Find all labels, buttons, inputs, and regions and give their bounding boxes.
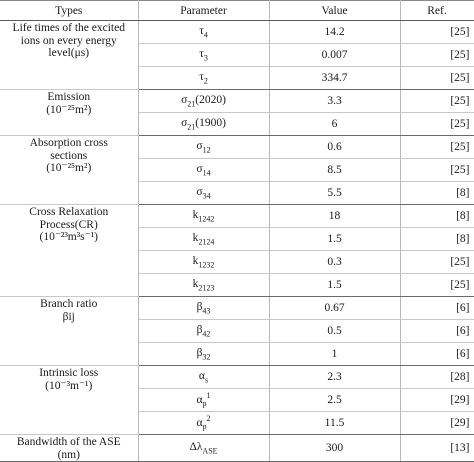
value-cell: 3.3 xyxy=(269,90,400,113)
type-label-line: Cross Relaxation xyxy=(29,206,109,218)
parameter-symbol: τ xyxy=(199,47,204,60)
value-cell: 8.5 xyxy=(269,159,400,182)
parameter-cell xyxy=(138,67,269,90)
type-label-line: βij xyxy=(62,310,75,323)
type-label-line: Absorption cross xyxy=(29,137,108,149)
parameter-subscript: 34 xyxy=(202,191,211,201)
parameter-subscript: 21 xyxy=(187,122,196,132)
parameter-cell xyxy=(138,205,269,228)
value-cell: 0.67 xyxy=(269,297,400,320)
parameter-cell xyxy=(138,320,269,343)
value-cell: 0.5 xyxy=(269,320,400,343)
value-cell: 1.5 xyxy=(269,228,400,251)
parameter-cell xyxy=(138,21,269,44)
type-cell xyxy=(0,297,138,366)
value-cell: 11.5 xyxy=(269,412,400,435)
parameter-cell xyxy=(138,90,269,113)
parameter-symbol: β xyxy=(196,346,203,359)
parameter-subscript: 32 xyxy=(202,352,211,362)
parameter-symbol: τ xyxy=(199,70,204,83)
table-row xyxy=(0,21,474,44)
parameter-subscript: 4 xyxy=(203,30,208,40)
parameter-subscript: p xyxy=(202,399,207,409)
parameter-cell xyxy=(138,435,269,462)
parameter-symbol: σ xyxy=(196,139,203,152)
parameter-subscript: 1242 xyxy=(198,214,215,224)
value-cell: 0.3 xyxy=(269,251,400,274)
type-label-line: (10⁻²³m³s⁻¹) xyxy=(39,231,98,243)
ref-cell: [6] xyxy=(400,343,474,366)
parameter-symbol: k xyxy=(192,208,199,221)
type-label-line: Emission xyxy=(47,91,91,103)
type-label-line: (10⁻²⁵m²) xyxy=(46,103,92,116)
header-types: Types xyxy=(0,1,138,21)
type-cell xyxy=(0,366,138,435)
table-row xyxy=(0,435,474,462)
value-cell: 1 xyxy=(269,343,400,366)
type-label-line: level(μs) xyxy=(48,47,90,59)
table-row xyxy=(0,297,474,320)
value-cell: 334.7 xyxy=(269,67,400,90)
value-cell: 2.3 xyxy=(269,366,400,389)
header-value: Value xyxy=(269,1,400,21)
header-row xyxy=(0,1,474,21)
value-cell: 2.5 xyxy=(269,389,400,412)
parameter-cell xyxy=(138,159,269,182)
parameter-subscript: 2 xyxy=(203,76,208,86)
type-cell xyxy=(0,21,138,90)
parameter-subscript: 2124 xyxy=(198,237,215,247)
type-label-line: ions on every energy xyxy=(20,34,117,47)
parameter-symbol: σ xyxy=(196,162,203,175)
ref-cell: [25] xyxy=(400,21,474,44)
parameter-cell xyxy=(138,136,269,159)
parameter-cell xyxy=(138,274,269,297)
parameter-superscript: 2 xyxy=(206,414,211,424)
parameter-symbol: α xyxy=(198,369,205,382)
parameter-cell xyxy=(138,113,269,136)
ref-cell: [29] xyxy=(400,389,474,412)
parameter-symbol: k xyxy=(192,277,199,290)
parameter-subscript: 1232 xyxy=(198,260,215,270)
parameter-symbol: β xyxy=(196,300,203,313)
type-label-line: (10⁻²⁵m²) xyxy=(46,162,92,174)
type-label-line: Bandwidth of the ASE xyxy=(16,436,121,448)
table-body xyxy=(0,21,474,462)
type-label-line: Process(CR) xyxy=(39,218,98,231)
parameter-subscript: 21 xyxy=(187,99,196,109)
ref-cell: [25] xyxy=(400,67,474,90)
ref-cell: [8] xyxy=(400,205,474,228)
parameter-subscript: 12 xyxy=(202,145,211,155)
parameter-suffix: (2020) xyxy=(195,93,226,106)
parameter-subscript: 3 xyxy=(203,53,208,63)
type-cell xyxy=(0,205,138,297)
ref-cell: [28] xyxy=(400,366,474,389)
value-cell: 1.5 xyxy=(269,274,400,297)
ref-cell: [25] xyxy=(400,136,474,159)
type-cell xyxy=(0,90,138,136)
parameter-symbol: σ xyxy=(196,185,203,198)
parameter-cell xyxy=(138,297,269,320)
type-label-line: Life times of the excited xyxy=(12,22,125,34)
parameter-cell xyxy=(138,182,269,205)
parameter-symbol: σ xyxy=(181,116,188,129)
value-cell: 18 xyxy=(269,205,400,228)
parameter-symbol: α xyxy=(196,417,203,430)
parameter-cell xyxy=(138,251,269,274)
value-cell: 0.007 xyxy=(269,44,400,67)
parameter-subscript: 43 xyxy=(202,306,211,316)
table-row xyxy=(0,205,474,228)
parameter-cell xyxy=(138,389,269,412)
parameter-symbol: k xyxy=(192,254,199,267)
ref-cell: [29] xyxy=(400,412,474,435)
ref-cell: [25] xyxy=(400,113,474,136)
parameter-symbol: Δλ xyxy=(189,440,203,453)
parameter-subscript: s xyxy=(204,375,209,385)
ref-cell: [25] xyxy=(400,274,474,297)
ref-cell: [8] xyxy=(400,228,474,251)
header-ref: Ref. xyxy=(400,1,474,21)
type-label-line: Intrinsic loss xyxy=(39,367,99,379)
parameter-cell xyxy=(138,343,269,366)
parameter-cell xyxy=(138,228,269,251)
type-cell xyxy=(0,435,138,462)
type-label-line: Branch ratio xyxy=(40,298,98,310)
parameter-symbol: β xyxy=(196,323,203,336)
table-row xyxy=(0,90,474,113)
parameter-subscript: 2123 xyxy=(198,283,215,293)
ref-cell: [25] xyxy=(400,90,474,113)
ref-cell: [6] xyxy=(400,297,474,320)
ref-cell: [25] xyxy=(400,44,474,67)
type-label-line: sections xyxy=(50,149,88,162)
value-cell: 14.2 xyxy=(269,21,400,44)
type-label-line: (10⁻³m⁻¹) xyxy=(45,379,93,392)
header-parameter: Parameter xyxy=(138,1,269,21)
type-cell xyxy=(0,136,138,205)
type-label-line: (nm) xyxy=(57,448,80,461)
value-cell: 300 xyxy=(269,435,400,462)
table-row xyxy=(0,366,474,389)
table-row xyxy=(0,136,474,159)
parameter-superscript: 1 xyxy=(206,391,211,401)
value-cell: 0.6 xyxy=(269,136,400,159)
ref-cell: [25] xyxy=(400,251,474,274)
parameter-symbol: k xyxy=(192,231,199,244)
ref-cell: [8] xyxy=(400,182,474,205)
parameter-subscript: ASE xyxy=(202,446,218,456)
parameter-subscript: 42 xyxy=(202,329,211,339)
parameter-symbol: τ xyxy=(199,24,204,37)
parameter-symbol: σ xyxy=(181,93,188,106)
parameter-symbol: α xyxy=(196,394,203,407)
parameter-cell xyxy=(138,44,269,67)
parameter-cell xyxy=(138,366,269,389)
ref-cell: [13] xyxy=(400,435,474,462)
value-cell: 6 xyxy=(269,113,400,136)
value-cell: 5.5 xyxy=(269,182,400,205)
parameter-subscript: p xyxy=(202,422,207,432)
parameter-suffix: (1900) xyxy=(195,116,226,129)
parameter-cell xyxy=(138,412,269,435)
ref-cell: [25] xyxy=(400,159,474,182)
ref-cell: [6] xyxy=(400,320,474,343)
parameter-subscript: 14 xyxy=(202,168,211,178)
